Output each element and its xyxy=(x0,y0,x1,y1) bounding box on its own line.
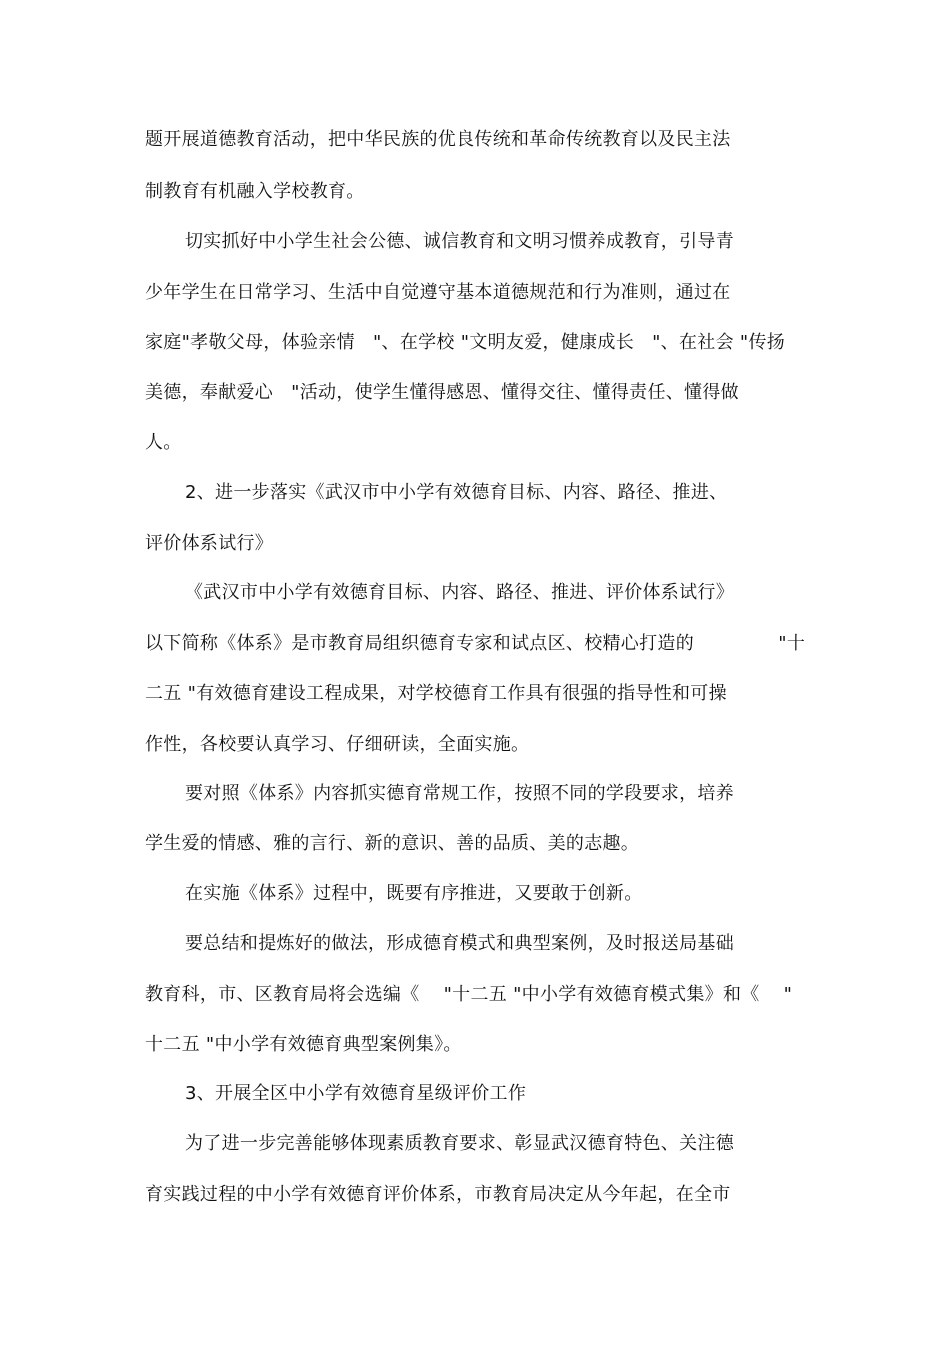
text-line: 家庭"孝敬父母，体验亲情 "、在学校 "文明友爱，健康成长 "、在社会 "传扬 xyxy=(145,332,786,353)
text-line: 作性，各校要认真学习、仔细研读，全面实施。 xyxy=(145,734,530,755)
text-line: 切实抓好中小学生社会公德、诚信教育和文明习惯养成教育，引导青 xyxy=(185,231,734,252)
text-line: 为了进一步完善能够体现素质教育要求、彰显武汉德育特色、关注德 xyxy=(185,1133,734,1154)
text-line: 少年学生在日常学习、生活中自觉遵守基本道德规范和行为准则，通过在 xyxy=(145,282,731,303)
text-line: 要对照《体系》内容抓实德育常规工作，按照不同的学段要求，培养 xyxy=(185,783,734,804)
text-line: 人。 xyxy=(145,432,182,453)
text-line: 题开展道德教育活动，把中华民族的优良传统和革命传统教育以及民主法 xyxy=(145,129,731,150)
text-line: 制教育有机融入学校教育。 xyxy=(145,181,365,202)
text-line: 美德，奉献爱心 "活动，使学生懂得感恩、懂得交往、懂得责任、懂得做 xyxy=(145,382,739,403)
text-line: 二五 "有效德育建设工程成果，对学校德育工作具有很强的指导性和可操 xyxy=(145,683,727,704)
section-heading: 3、开展全区中小学有效德育星级评价工作 xyxy=(185,1083,527,1104)
text-line: 要总结和提炼好的做法，形成德育模式和典型案例，及时报送局基础 xyxy=(185,933,734,954)
section-heading: 评价体系试行》 xyxy=(145,533,274,554)
text-line: 十二五 "中小学有效德育典型案例集》。 xyxy=(145,1034,462,1055)
text-line: 《武汉市中小学有效德育目标、内容、路径、推进、评价体系试行》 xyxy=(185,582,734,603)
section-heading: 2、进一步落实《武汉市中小学有效德育目标、内容、路径、推进、 xyxy=(185,482,728,503)
text-line: 在实施《体系》过程中，既要有序推进，又要敢于创新。 xyxy=(185,883,643,904)
text-line: 以下简称《体系》是市教育局组织德育专家和试点区、校精心打造的 "十 xyxy=(145,633,806,654)
text-line: 育实践过程的中小学有效德育评价体系，市教育局决定从今年起，在全市 xyxy=(145,1184,731,1205)
text-line: 学生爱的情感、雅的言行、新的意识、善的品质、美的志趣。 xyxy=(145,833,640,854)
text-line: 教育科，市、区教育局将会选编《 "十二五 "中小学有效德育模式集》和《 " xyxy=(145,984,793,1005)
